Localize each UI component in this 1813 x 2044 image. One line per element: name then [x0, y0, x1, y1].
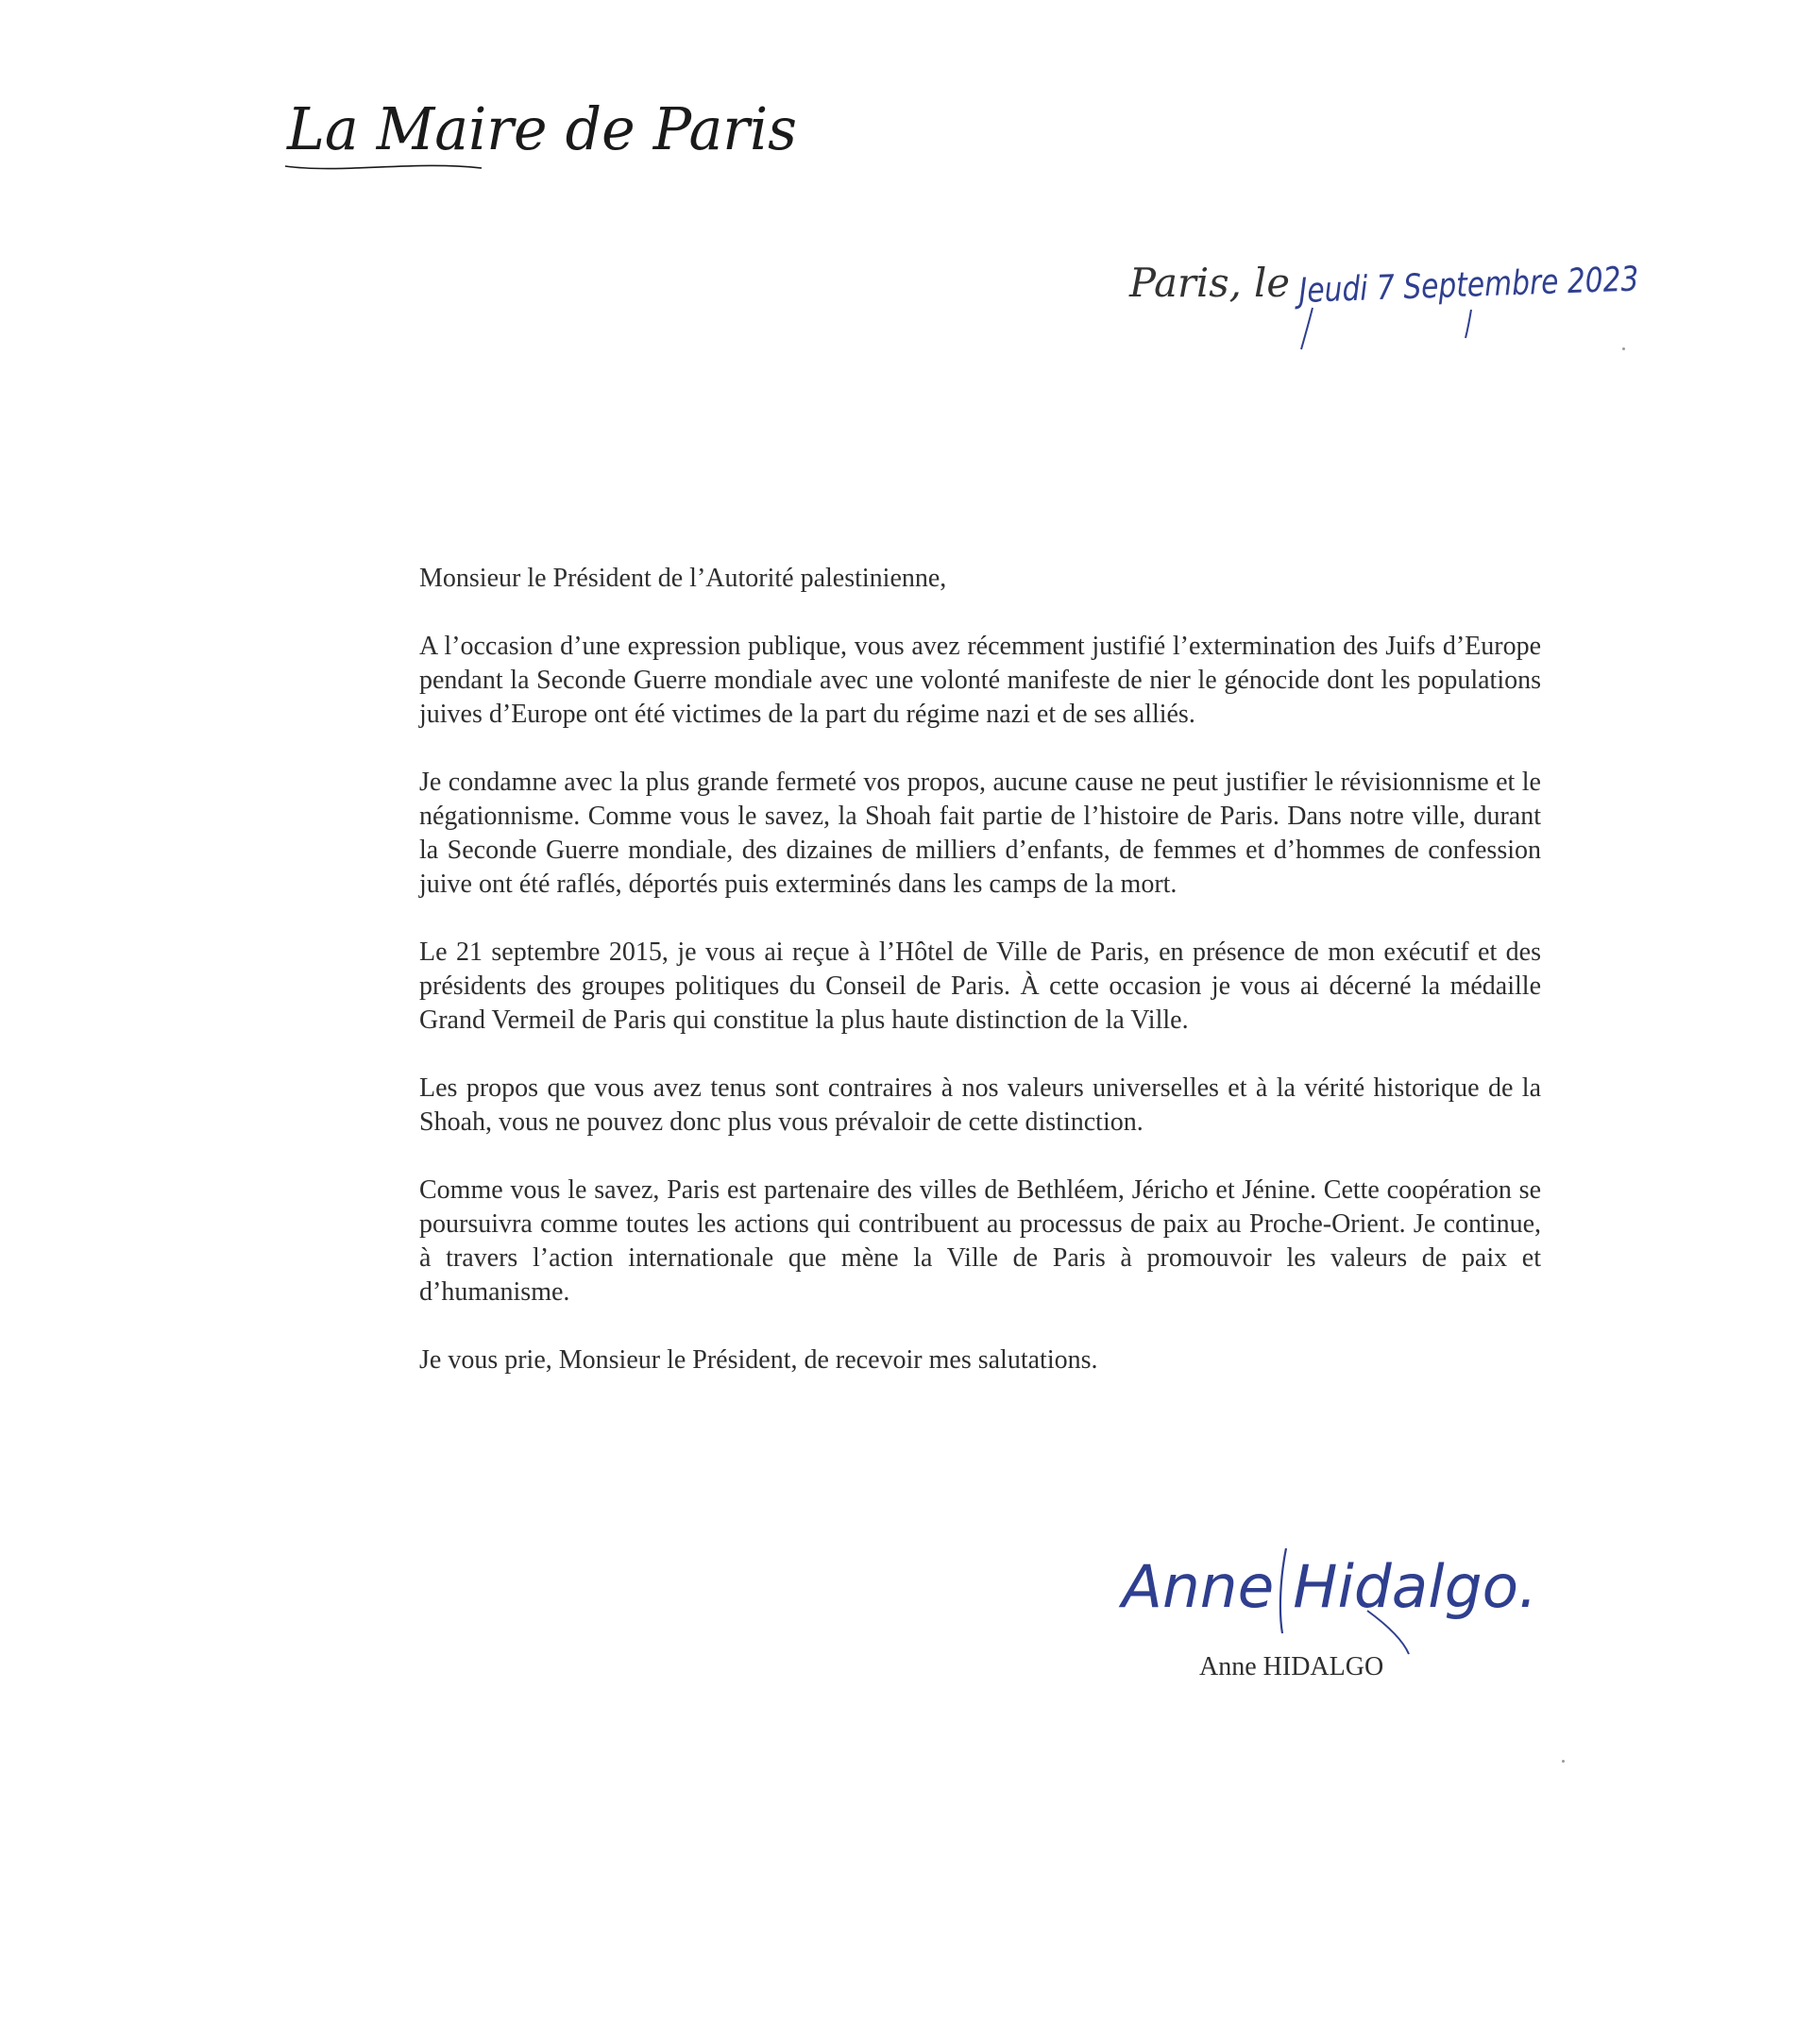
signature-svg [1114, 1520, 1558, 1662]
dateline-svg [1124, 247, 1712, 356]
signature-handwritten: Anne Hidalgo. [1117, 1552, 1537, 1621]
dateline [1124, 247, 1712, 356]
letterhead-flourish [285, 165, 482, 168]
letterhead-calligraphy [283, 76, 812, 189]
letterhead [283, 76, 812, 189]
scan-speck [1562, 1760, 1565, 1763]
signature [1114, 1520, 1558, 1662]
dateline-handwritten: Jeudi 7 Septembre 2023 [1297, 257, 1712, 311]
salutation: Monsieur le Président de l’Autorité palestinienne, [419, 564, 947, 593]
letterhead-title: La Maire de Paris [286, 94, 798, 163]
signer-name: Anne HIDALGO [1199, 1652, 1384, 1681]
paragraph-2: Je condamne avec la plus grande fermeté vos propos, aucune cause ne peut justifier le révisionnisme et le négationnisme. Comme vous le savez, la Shoah fait partie de l’histoire de Paris. Dans notre ville, durant la Seconde Guerre mondiale, des dizaines de milliers d’enfants, de femmes et d’hommes de confession juive ont été raflés, déportés puis exterminés dans les camps de la mort. [419, 768, 1541, 899]
scan-speck [1622, 347, 1625, 350]
paragraph-4: Les propos que vous avez tenus sont contraires à nos valeurs universelles et à la vérité historique de la Shoah, vous ne pouvez donc plus vous prévaloir de cette distinction. [419, 1073, 1541, 1137]
paragraph-1: A l’occasion d’une expression publique, vous avez récemment justifié l’extermination des Juifs d’Europe pendant la Seconde Guerre mondiale avec une volonté manifeste de nier le génocide dont les populations juives d’Europe ont été victimes de la part du régime nazi et de ses alliés. [419, 632, 1541, 729]
paragraph-5: Comme vous le savez, Paris est partenaire des villes de Bethléem, Jéricho et Jénine. Cette coopération se poursuivra comme toutes les actions qui contribuent au processus de paix au Proche-Orient. Je continue, à travers l’action internationale que mène la Ville de Paris à promouvoir les valeurs de paix et d’humanisme. [419, 1175, 1541, 1307]
dateline-pen-stroke-2 [1466, 310, 1471, 338]
paragraph-3: Le 21 septembre 2015, je vous ai reçue à l’Hôtel de Ville de Paris, en présence de mon exécutif et des présidents des groupes politiques du Conseil de Paris. À cette occasion je vous ai décerné la médaille Grand Vermeil de Paris qui constitue la plus haute distinction de la Ville. [419, 938, 1541, 1035]
dateline-printed: Paris, le [1128, 260, 1290, 306]
closing-line: Je vous prie, Monsieur le Président, de recevoir mes salutations. [419, 1345, 1098, 1375]
dateline-pen-stroke [1301, 308, 1313, 349]
letter-body [419, 562, 1541, 1377]
